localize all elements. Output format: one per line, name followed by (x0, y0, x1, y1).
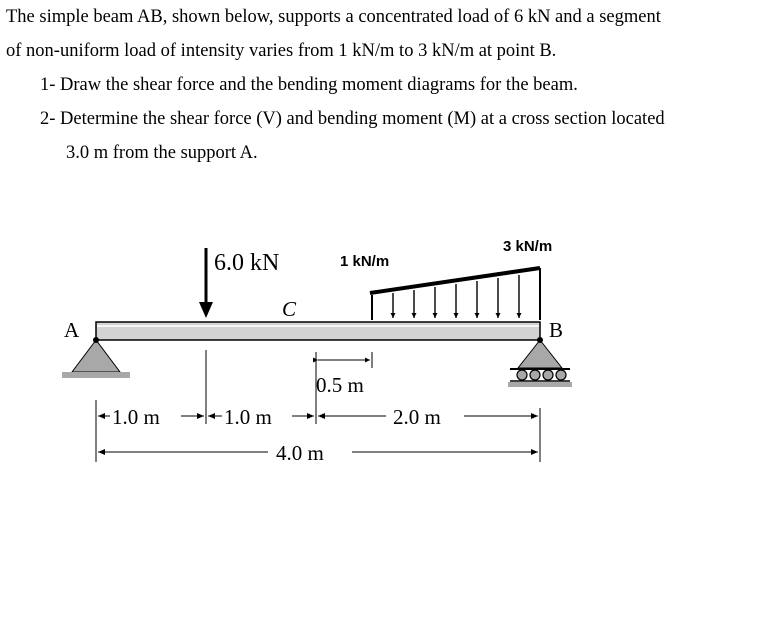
question-2-continued: 3.0 m from the support A. (66, 143, 258, 163)
point-load-label: 6.0 kN (214, 250, 280, 276)
support-b-label: B (549, 318, 564, 342)
dist-load-end-label: 3 kN/m (503, 238, 553, 255)
question-2: 2- Determine the shear force (V) and bending moment (M) at a cross section located (40, 109, 665, 129)
dim-gap-label: 0.5 m (316, 373, 364, 397)
point-c-label: C (282, 297, 297, 321)
support-a-pin (62, 337, 130, 378)
dim-2-label: 1.0 m (224, 405, 272, 429)
problem-line-1: The simple beam AB, shown below, supports a concentrated load of 6 kN and a segment (6, 7, 661, 27)
dim-total-label: 4.0 m (276, 441, 324, 465)
problem-line-2: of non-uniform load of intensity varies from 1 kN/m to 3 kN/m at point B. (6, 41, 557, 61)
distributed-load (370, 268, 540, 320)
beam (96, 322, 540, 340)
support-b-roller (508, 337, 572, 387)
dim-3-label: 2.0 m (393, 405, 441, 429)
dim-1-label: 1.0 m (112, 405, 160, 429)
point-load-arrow (199, 248, 213, 318)
dist-load-start-label: 1 kN/m (340, 253, 390, 270)
support-a-label: A (64, 318, 80, 342)
question-1: 1- Draw the shear force and the bending moment diagrams for the beam. (40, 75, 578, 95)
